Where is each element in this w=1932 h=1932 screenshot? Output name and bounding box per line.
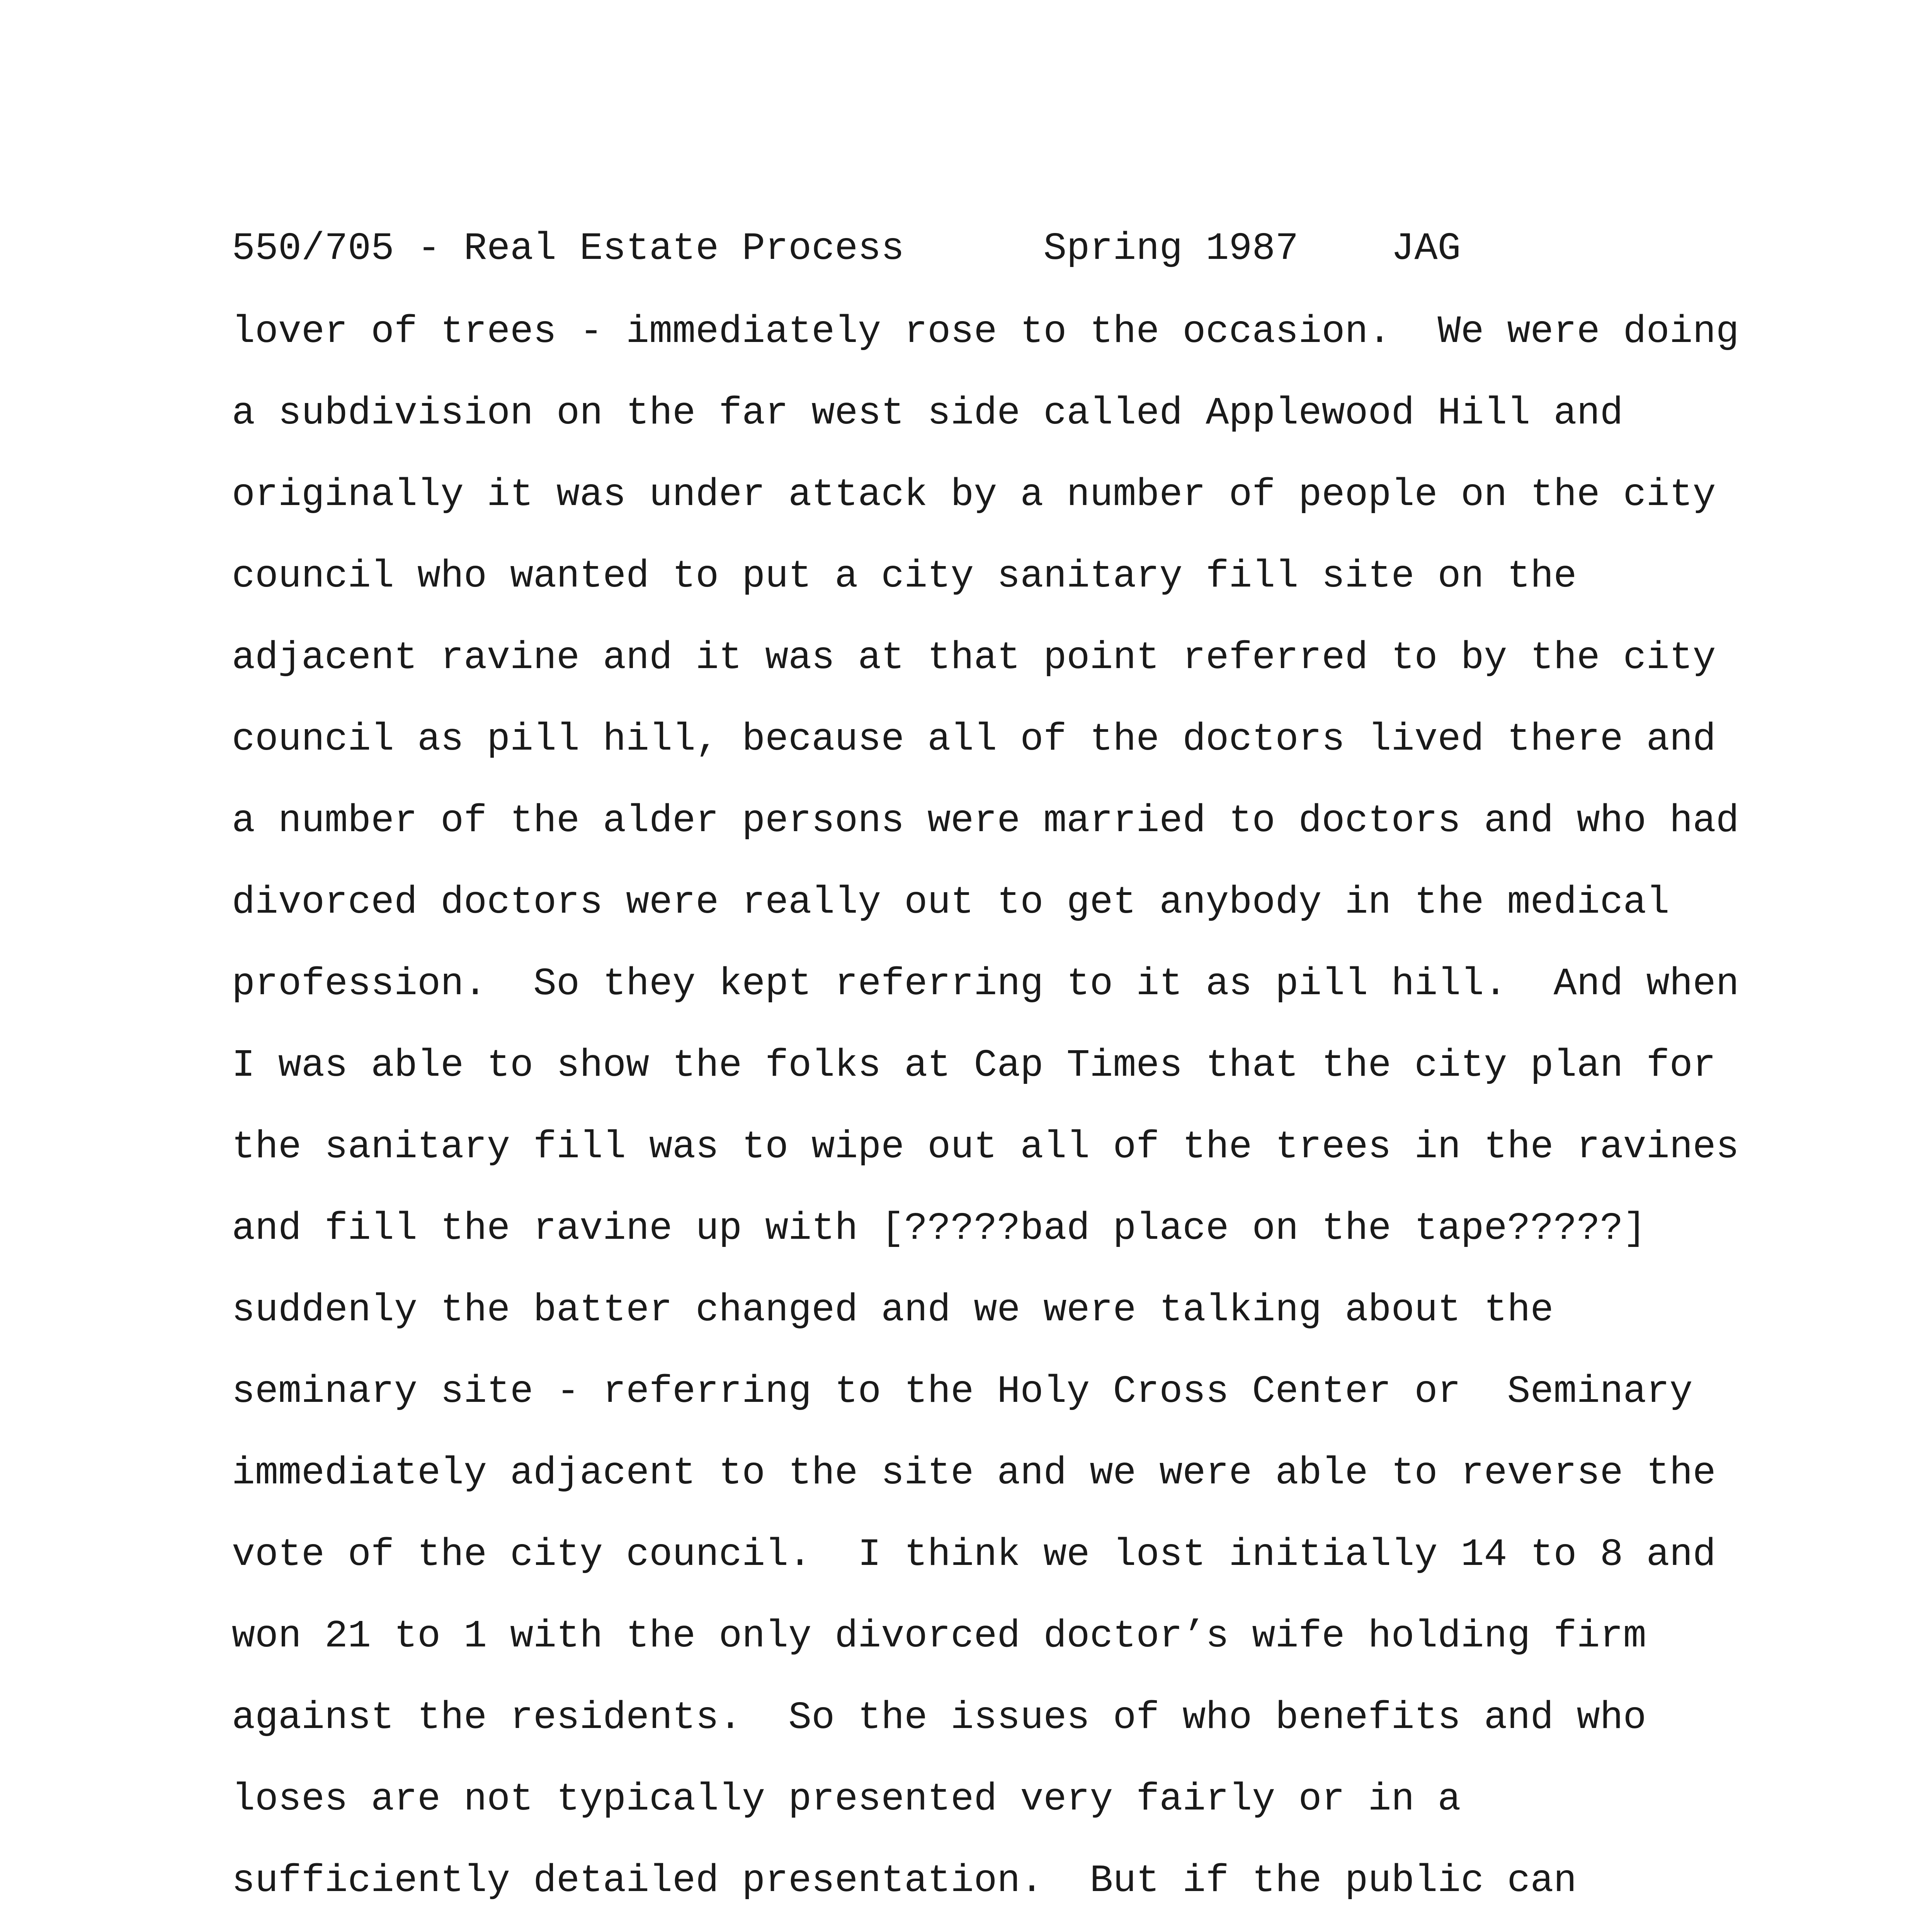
text-line: originally it was under attack by a number of people on the city [232, 473, 1716, 517]
page-header: 550/705 - Real Estate Process Spring 1987 JAG [232, 227, 1461, 271]
text-line: won 21 to 1 with the only divorced doctor’s wife holding firm [232, 1615, 1646, 1658]
text-line: divorced doctors were really out to get anybody in the medical [232, 881, 1670, 925]
text-line: immediately adjacent to the site and we were able to reverse the [232, 1452, 1716, 1495]
text-line: council as pill hill, because all of the doctors lived there and [232, 718, 1716, 762]
text-line: a number of the alder persons were married to doctors and who had [232, 799, 1739, 843]
text-line: sufficiently detailed presentation. But if the public can [232, 1859, 1577, 1903]
text-line: council who wanted to put a city sanitary fill site on the [232, 555, 1577, 599]
text-line: a subdivision on the far west side called Applewood Hill and [232, 392, 1623, 435]
text-line: lover of trees - immediately rose to the occasion. We were doing [232, 310, 1739, 354]
text-line: and fill the ravine up with [?????bad place on the tape?????] [232, 1207, 1646, 1251]
text-line: seminary site - referring to the Holy Cross Center or Seminary [232, 1370, 1693, 1414]
text-line: loses are not typically presented very fairly or in a [232, 1778, 1461, 1821]
text-line: the sanitary fill was to wipe out all of the trees in the ravines [232, 1126, 1739, 1169]
text-line: against the residents. So the issues of who benefits and who [232, 1696, 1646, 1740]
text-line: profession. So they kept referring to it as pill hill. And when [232, 963, 1739, 1006]
body-text [232, 307, 1777, 1932]
text-line: suddenly the batter changed and we were talking about the [232, 1289, 1554, 1332]
text-line: vote of the city council. I think we lost initially 14 to 8 and [232, 1533, 1716, 1577]
text-line: adjacent ravine and it was at that point referred to by the city [232, 636, 1716, 680]
text-line: I was able to show the folks at Cap Times that the city plan for [232, 1044, 1716, 1088]
